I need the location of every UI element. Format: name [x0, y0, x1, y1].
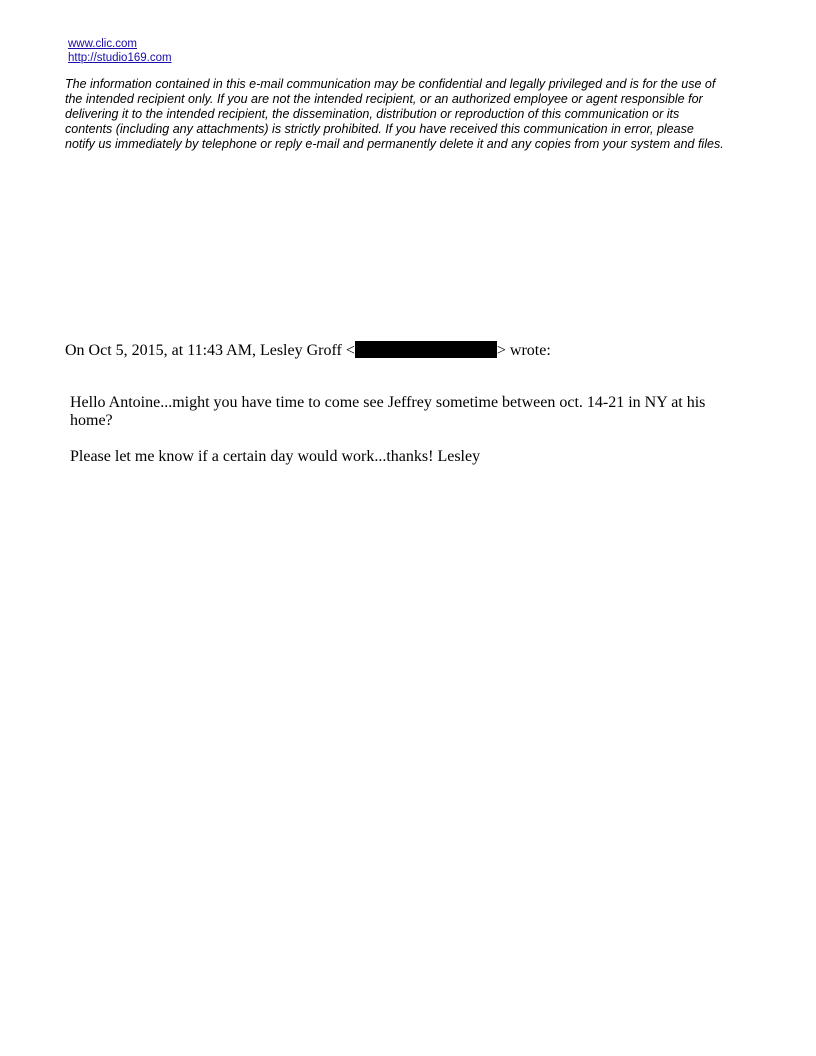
- disclaimer-line: contents (including any attachments) is strictly prohibited. If you have received this communication in error, please: [65, 122, 694, 136]
- confidentiality-disclaimer: [65, 77, 765, 152]
- message-paragraph: Hello Antoine...might you have time to come see Jeffrey sometime between oct. 14-21 in NY at his home?: [70, 394, 706, 429]
- disclaimer-line: The information contained in this e-mail communication may be confidential and legally privileged and is for the use of: [65, 77, 716, 91]
- link-studio169[interactable]: http://studio169.com: [68, 52, 172, 64]
- redaction-box: [355, 341, 497, 358]
- disclaimer-line: notify us immediately by telephone or reply e-mail and permanently delete it and any copies from your system and files.: [65, 137, 724, 151]
- message-paragraph: Please let me know if a certain day would work...thanks! Lesley: [70, 448, 481, 465]
- quote-header-prefix: On Oct 5, 2015, at 11:43 AM, Lesley Groff <: [65, 342, 355, 359]
- quote-header-suffix: > wrote:: [496, 342, 551, 359]
- link-clic[interactable]: www.clic.com: [68, 38, 138, 50]
- disclaimer-line: the intended recipient only. If you are not the intended recipient, or an authorized employee or agent responsible for: [65, 92, 703, 106]
- signature-links: [68, 37, 172, 65]
- message-body: [70, 394, 750, 484]
- disclaimer-line: delivering it to the intended recipient, the dissemination, distribution or reproduction of this communication or its: [65, 107, 680, 121]
- quote-header: [65, 341, 551, 360]
